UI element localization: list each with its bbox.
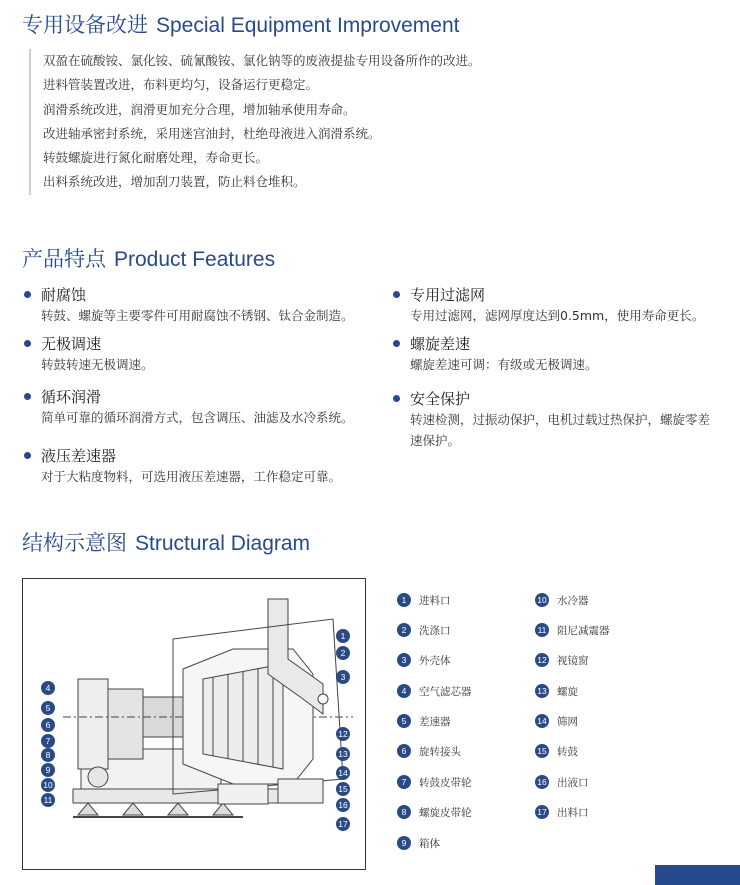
damper (168, 803, 188, 815)
feature-circulating-lubrication (24, 385, 354, 428)
legend-item: 4 空气滤芯器 (397, 682, 472, 700)
feature-corrosion-resistant (24, 283, 354, 326)
title-zh: 产品特点 (22, 247, 106, 271)
bullet-dot (393, 395, 400, 402)
callout-marker: 3 (336, 668, 358, 686)
improvement-line: 改进轴承密封系统，采用迷宫油封，杜绝母液进入润滑系统。 (43, 125, 381, 141)
callout-marker: 7 (41, 732, 63, 750)
damper (123, 803, 143, 815)
legend-item: 10 水冷器 (535, 591, 589, 609)
title-en: Structural Diagram (135, 532, 311, 555)
centrifuge-diagram (22, 578, 366, 870)
bullet-dot (24, 291, 31, 298)
structural-diagram-title (22, 527, 310, 557)
feature-filter-screen (393, 283, 704, 326)
callout-marker: 12 (336, 725, 358, 743)
callout-marker: 10 (41, 776, 63, 794)
feature-desc: 螺旋差速可调：有级或无极调速。 (410, 357, 598, 372)
legend-item: 12 视镜窗 (535, 651, 589, 669)
sight-window (318, 694, 328, 704)
legend-item: 6 旋转接头 (397, 742, 461, 760)
feature-name: 循环润滑 (41, 387, 102, 406)
bullet-dot (393, 291, 400, 298)
improvement-line: 双盈在硫酸铵、氯化铵、硫氰酸铵、氯化钠等的废液提盐专用设备所作的改进。 (43, 53, 481, 68)
callout-marker: 13 (336, 745, 358, 763)
feature-hydraulic-differential (24, 444, 341, 487)
callout-marker: 9 (41, 761, 63, 779)
callout-marker: 14 (336, 764, 358, 782)
feature-name: 耐腐蚀 (41, 285, 87, 304)
feature-desc: 速保护。 (410, 433, 461, 448)
product-features-title (22, 243, 275, 273)
legend-item: 2 洗涤口 (397, 621, 451, 639)
feature-desc: 对于大粘度物料，可选用液压差速器，工作稳定可靠。 (41, 469, 342, 484)
centrifuge-drawing (23, 579, 367, 871)
legend-item: 15 转鼓 (535, 742, 578, 760)
improvement-line: 进料管装置改进，布料更均匀，设备运行更稳定。 (43, 77, 319, 93)
callout-marker: 8 (41, 746, 63, 764)
legend-item: 14 筛网 (535, 712, 578, 730)
belt-pulley (78, 679, 108, 769)
callout-marker: 11 (41, 791, 63, 809)
feature-name: 无极调速 (41, 334, 102, 353)
bullet-dot (393, 340, 400, 347)
feature-stepless-speed (24, 332, 154, 375)
title-zh: 结构示意图 (22, 531, 127, 555)
legend-item: 16 出液口 (535, 773, 589, 791)
liquid-outlet (218, 784, 268, 804)
legend-item: 9 箱体 (397, 834, 440, 852)
damper (78, 803, 98, 815)
feature-desc: 转鼓转速无极调速。 (41, 357, 154, 372)
improvement-line: 转鼓螺旋进行氮化耐磨处理，寿命更长。 (43, 150, 269, 166)
bullet-dot (24, 393, 31, 400)
callout-marker: 17 (336, 815, 358, 833)
bullet-dot (24, 340, 31, 347)
legend-item: 17 出料口 (535, 803, 589, 821)
feature-name: 螺旋差速 (410, 334, 471, 353)
feature-name: 液压差速器 (41, 446, 117, 465)
legend-item: 13 螺旋 (535, 682, 578, 700)
feature-desc: 专用过滤网，滤网厚度达到0.5mm，使用寿命更长。 (410, 308, 705, 323)
corner-accent-bar (655, 865, 740, 885)
solid-outlet (278, 779, 323, 803)
feature-desc: 转鼓、螺旋等主要零件可用耐腐蚀不锈钢、钛合金制造。 (41, 308, 354, 323)
improvement-line: 出料系统改进，增加刮刀装置，防止料仓堆积。 (43, 174, 306, 190)
feature-safety-protection (393, 387, 710, 451)
callout-marker: 16 (336, 796, 358, 814)
callout-marker: 5 (41, 699, 63, 717)
feature-desc: 简单可靠的循环润滑方式，包含调压、油滤及水冷系统。 (41, 410, 354, 425)
title-en: Product Features (114, 248, 276, 271)
callout-marker: 2 (336, 644, 358, 662)
water-cooler (88, 767, 108, 787)
callout-marker: 15 (336, 780, 358, 798)
legend-item: 7 转鼓皮带轮 (397, 773, 472, 791)
legend-item: 3 外壳体 (397, 651, 451, 669)
special-improvement-title (22, 9, 460, 39)
improvement-list (29, 49, 509, 195)
title-zh: 专用设备改进 (22, 13, 148, 37)
feature-screw-differential (393, 332, 598, 375)
feature-desc: 转速检测，过振动保护，电机过载过热保护，螺旋零差 (410, 412, 711, 427)
callout-marker: 4 (41, 679, 63, 697)
callout-marker: 6 (41, 716, 63, 734)
legend-item: 1 进料口 (397, 591, 451, 609)
feature-name: 专用过滤网 (410, 285, 486, 304)
legend-item: 5 差速器 (397, 712, 451, 730)
bullet-dot (24, 452, 31, 459)
bearing-block (108, 689, 143, 759)
legend-item: 8 螺旋皮带轮 (397, 803, 472, 821)
title-en: Special Equipment Improvement (156, 14, 460, 37)
legend-item: 11 阻尼减震器 (535, 621, 610, 639)
damper (213, 803, 233, 815)
callout-marker: 1 (336, 627, 358, 645)
improvement-line: 润滑系统改进，润滑更加充分合理，增加轴承使用寿命。 (43, 101, 356, 117)
feature-name: 安全保护 (410, 389, 471, 408)
